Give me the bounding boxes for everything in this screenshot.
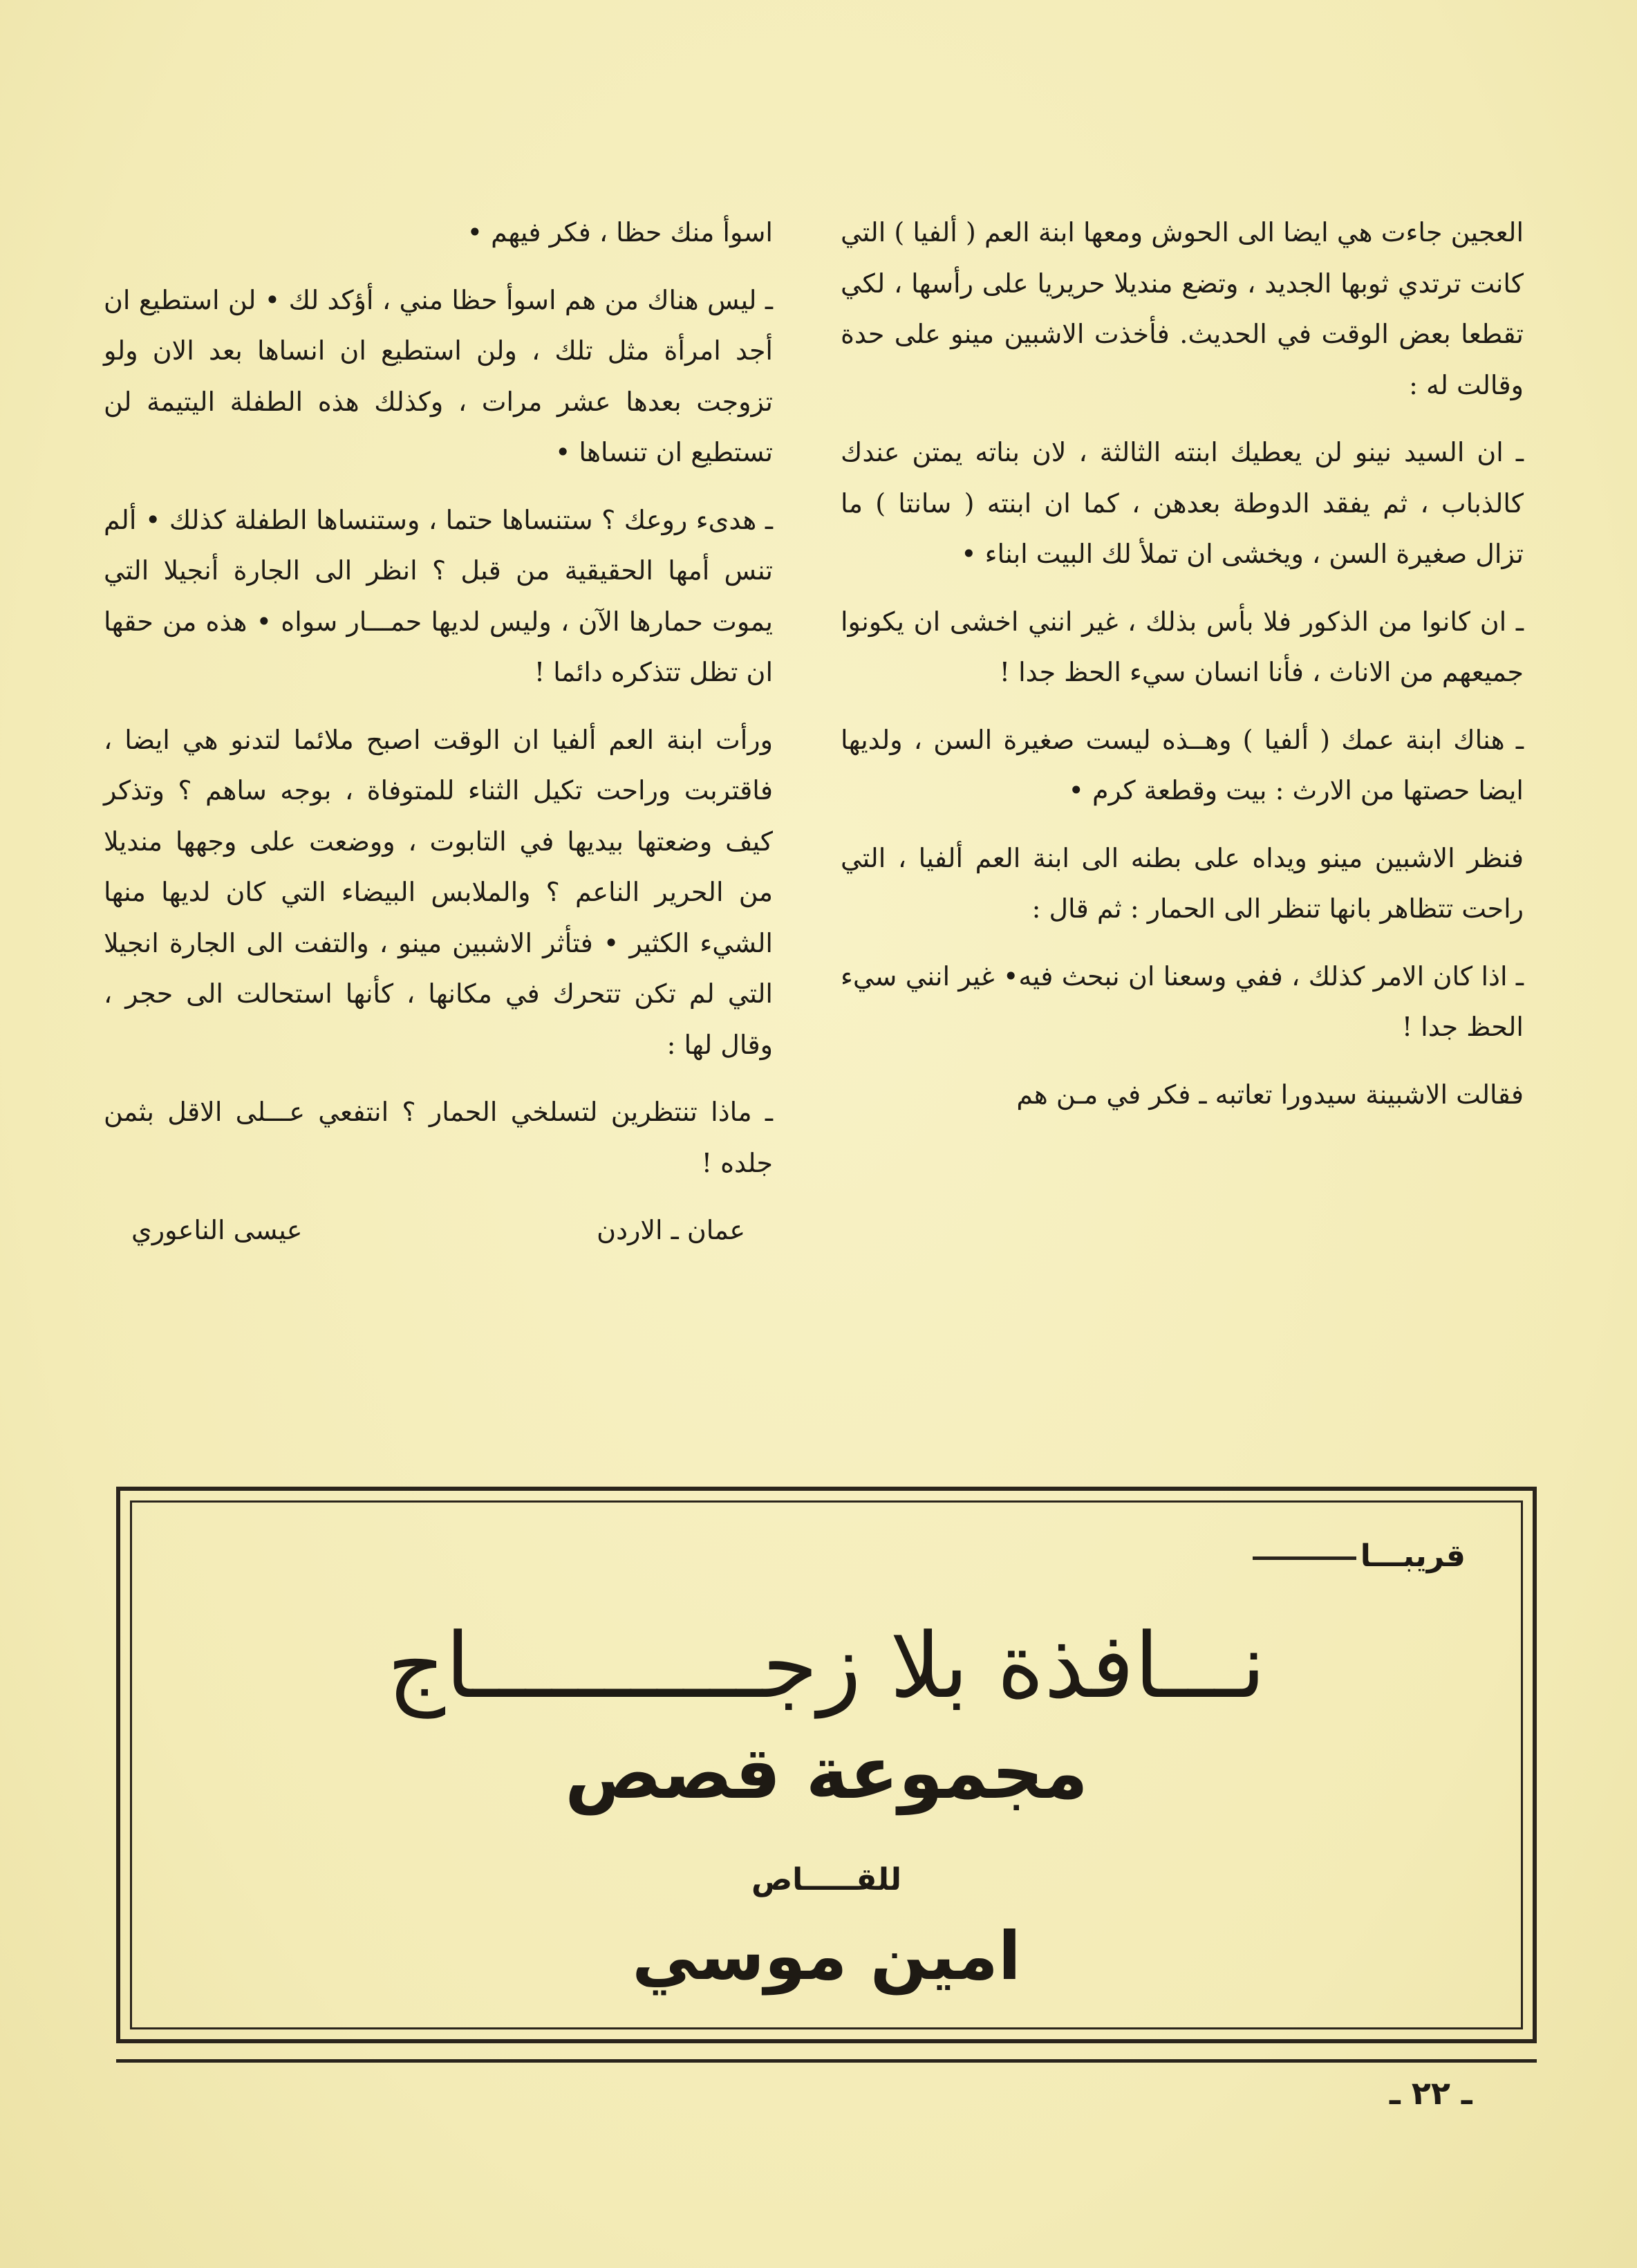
- book-title: نـــافذة بلا زجـــــــــــاج: [387, 1613, 1266, 1718]
- paragraph: فقالت الاشبينة سيدورا تعاتبه ـ فكر في مـن هم: [1016, 1079, 1524, 1110]
- paragraph: ـ هدىء روعك ؟ ستنساها حتما ، وستنساها الطفلة كذلك • ألم تنس أمها الحقيقية من قبل ؟ انظر الى الجارة أنجيلا التي يموت حمارها الآن ، وليس لديها حمـــار سواه • هذه من حقها ان تظل تتذكره دائما !: [104, 504, 773, 687]
- paragraph: ـ ان السيد نينو لن يعطيك ابنته الثالثة ، لان بناته يمتن عندك كالذباب ، ثم يفقد الدوطة بعدهن ، كما ان ابنته ( سانتا ) ما تزال صغيرة السن ، ويخشى ان تملأ لك البيت ابناء •: [841, 437, 1524, 569]
- paragraph: فنظر الاشبين مينو ويداه على بطنه الى ابنة العم ألفيا ، التي راحت تتظاهر بانها تنظر الى الحمار : ثم قال :: [841, 842, 1524, 924]
- advertisement-inner-border: [130, 1500, 1523, 2029]
- paragraph: ورأت ابنة العم ألفيا ان الوقت اصبح ملائما لتدنو هي ايضا ، فاقتربت وراحت تكيل الثناء للمتوفاة ، بوجه ساهم ؟ وتذكر كيف وضعتها بيديها في التابوت ، ووضعت على وجهها منديلا من الحرير الناعم ؟ والملابس البيضاء التي كان لديها منها الشيء الكثير • فتأثر الاشبين مينو ، والتفت الى الجارة انجيلا التي لم تكن تتحرك في مكانها ، كأنها استحالت الى حجر ، وقال لها :: [104, 724, 773, 1060]
- footer-rule: [116, 2059, 1537, 2063]
- paragraph: اسوأ منك حظا ، فكر فيهم •: [467, 217, 773, 248]
- signature-place: عمان ـ الاردن: [597, 1215, 745, 1245]
- article-column-right: [841, 207, 1524, 1137]
- paragraph: ـ هناك ابنة عمك ( ألفيا ) وهــذه ليست صغيرة السن ، ولديها ايضا حصتها من الارث : بيت وقطعة كرم •: [841, 724, 1524, 806]
- paragraph: ـ ان كانوا من الذكور فلا بأس بذلك ، غير انني اخشى ان يكونوا جميعهم من الاناث ، فأنا انسان سيء الحظ جدا !: [841, 606, 1524, 687]
- book-author: امين موسي: [632, 1917, 1021, 1995]
- article-signature: [104, 1205, 773, 1256]
- paragraph: ـ اذا كان الامر كذلك ، ففي وسعنا ان نبحث فيه• غير انني سيء الحظ جدا !: [841, 960, 1524, 1042]
- book-subtitle: مجموعة قصص: [564, 1731, 1089, 1815]
- page-number: ـ ٢٢ ـ: [1390, 2074, 1472, 2112]
- coming-soon-label: قريبـــا: [1253, 1539, 1466, 1574]
- paragraph: ـ ماذا تنتظرين لتسلخي الحمار ؟ انتفعي عـــلى الاقل بثمن جلده !: [104, 1097, 773, 1178]
- paragraph: العجين جاءت هي ايضا الى الحوش ومعها ابنة العم ( ألفيا ) التي كانت ترتدي ثوبها الجديد ، وتضع منديلا حريريا على رأسها ، لكي تقطعا بعض الوقت في الحديث. فأخذت الاشبين مينو على حدة وقالت له :: [841, 217, 1524, 400]
- article-column-left: [104, 207, 773, 1256]
- paragraph: ـ ليس هناك من هم اسوأ حظا مني ، أؤكد لك • لن استطيع ان أجد امرأة مثل تلك ، ولن استطيع ان انساها بعد الان ولو تزوجت بعدها عشر مرات ، وكذلك هذه الطفلة اليتيمة لن تستطيع ان تنساها •: [104, 284, 773, 467]
- book-advertisement: [116, 1487, 1537, 2043]
- signature-author: عيسى الناعوري: [131, 1215, 303, 1245]
- by-label: للقـــــاص: [751, 1862, 902, 1897]
